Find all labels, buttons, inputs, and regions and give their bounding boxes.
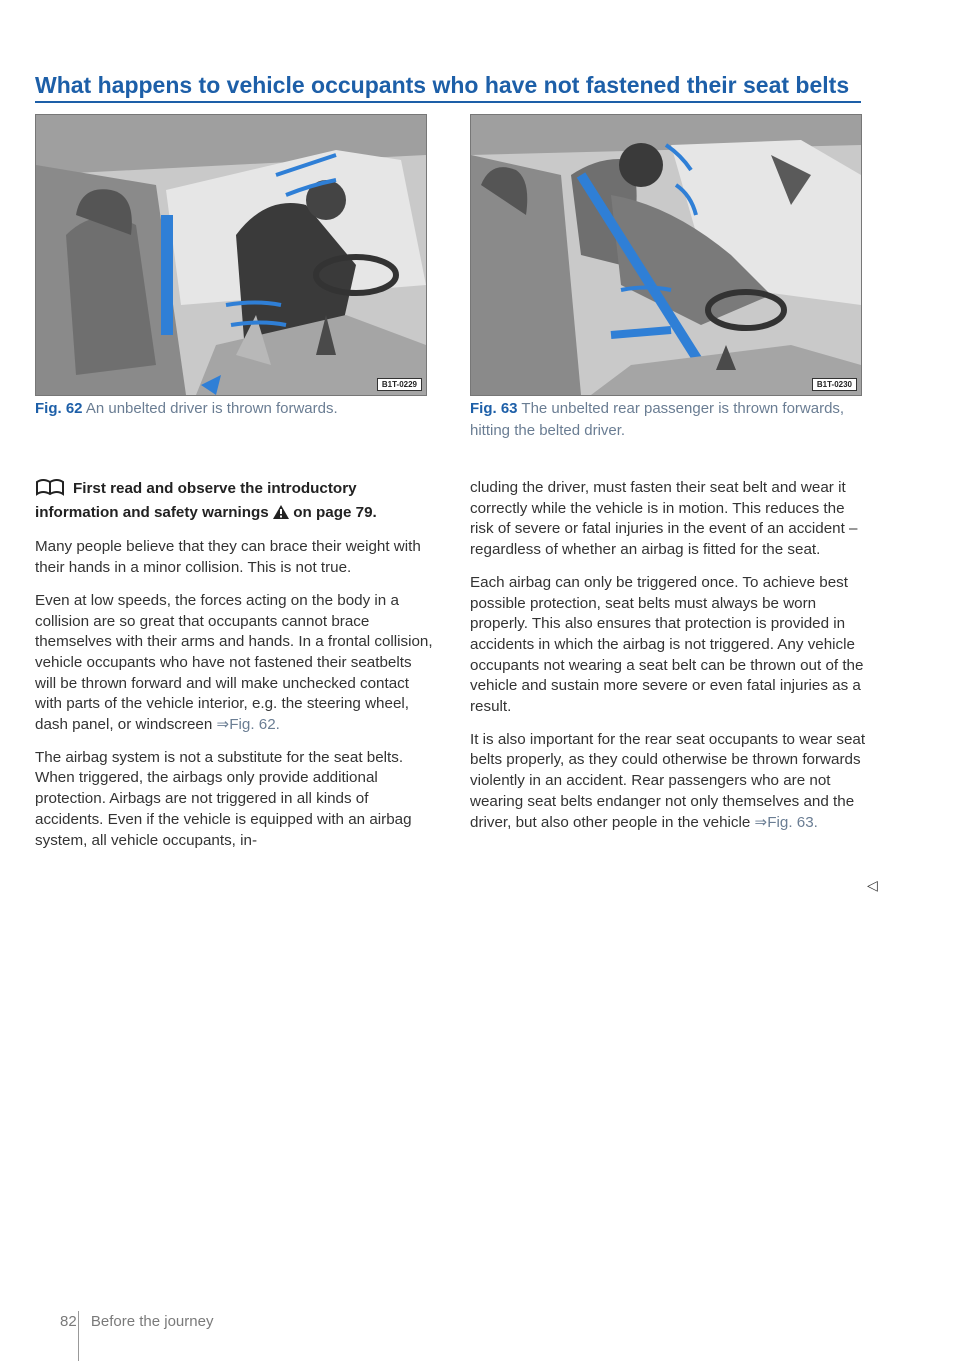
- paragraph-text: It is also important for the rear seat occupants to wear seat belts properly, as they could otherwise be thrown forwards violently in an accident. Rear passengers who are not wearing seat belts endanger not only themselves and the driver, but also other people in the vehicle: [470, 730, 866, 831]
- figure-number: Fig. 63: [470, 400, 518, 417]
- paragraph: Each airbag can only be triggered once. To achieve best possible protection, seat belts must always be worn properly. This also ensures that protection is provided in accidents in which the airbag is not triggered. Any vehicle occupants not wearing a seat belt can be thrown out of the vehicle and sustain more severe or even fatal injuries as a result.: [470, 573, 864, 716]
- paragraph: cluding the driver, must fasten their seat belt and wear it correctly while the vehicle is in motion. This reduces the risk of severe or fatal injuries in the event of an accident – regardless of whether an airbag is fitted for the seat.: [470, 479, 858, 559]
- page-number: 82: [60, 1313, 77, 1330]
- unbelted-driver-illustration: [36, 115, 426, 395]
- warning-triangle-icon: [273, 505, 289, 526]
- right-column: [470, 478, 870, 845]
- paragraph: Many people believe that they can brace their weight with their hands in a minor collision. This is not true.: [35, 538, 421, 577]
- figure-code: B1T-0229: [377, 378, 422, 391]
- section-end-icon: ◁: [867, 877, 878, 893]
- figure-62-link[interactable]: ⇒Fig. 62.: [216, 716, 280, 734]
- figure-62-caption: [35, 398, 427, 420]
- page-title: What happens to vehicle occupants who have not fastened their seat belts: [35, 72, 850, 98]
- title-rule: [35, 101, 861, 103]
- intro-page-ref[interactable]: on page 79.: [289, 503, 377, 521]
- figure-63-image: [470, 114, 862, 396]
- open-book-icon: [35, 478, 65, 503]
- figure-63-caption: [470, 398, 862, 442]
- left-column: [35, 478, 435, 863]
- paragraph-text: Even at low speeds, the forces acting on the body in a collision are so great that occupants cannot brace themselves with their arms and hands. In a frontal collision, vehicle occupants who have not fastened their seatbelts will be thrown forward and will make unchecked contact with parts of the vehicle interior, e.g. the steering wheel, dash panel, or windscreen: [35, 591, 433, 734]
- paragraph: [470, 730, 870, 834]
- caption-text: The unbelted rear passenger is thrown forwards, hitting the belted driver.: [470, 400, 845, 439]
- page-footer: [60, 1313, 213, 1330]
- paragraph: The airbag system is not a substitute for the seat belts. When triggered, the airbags only provide additional protection. Airbags are not triggered in all kinds of accidents. Even if the vehicle is equipped with an airbag system, all vehicle occupants, in-: [35, 748, 412, 849]
- caption-text: An unbelted driver is thrown forwards.: [85, 400, 338, 417]
- figure-code: B1T-0230: [812, 378, 857, 391]
- figure-62-image: [35, 114, 427, 396]
- intro-text: First read and observe the introductory information and safety warnings: [35, 480, 357, 521]
- intro-notice: [35, 478, 435, 525]
- figure-63-link[interactable]: ⇒Fig. 63.: [754, 813, 818, 831]
- unbelted-rear-passenger-illustration: [471, 115, 861, 395]
- figure-number: Fig. 62: [35, 400, 83, 417]
- paragraph: [35, 591, 435, 736]
- section-name: Before the journey: [90, 1313, 214, 1330]
